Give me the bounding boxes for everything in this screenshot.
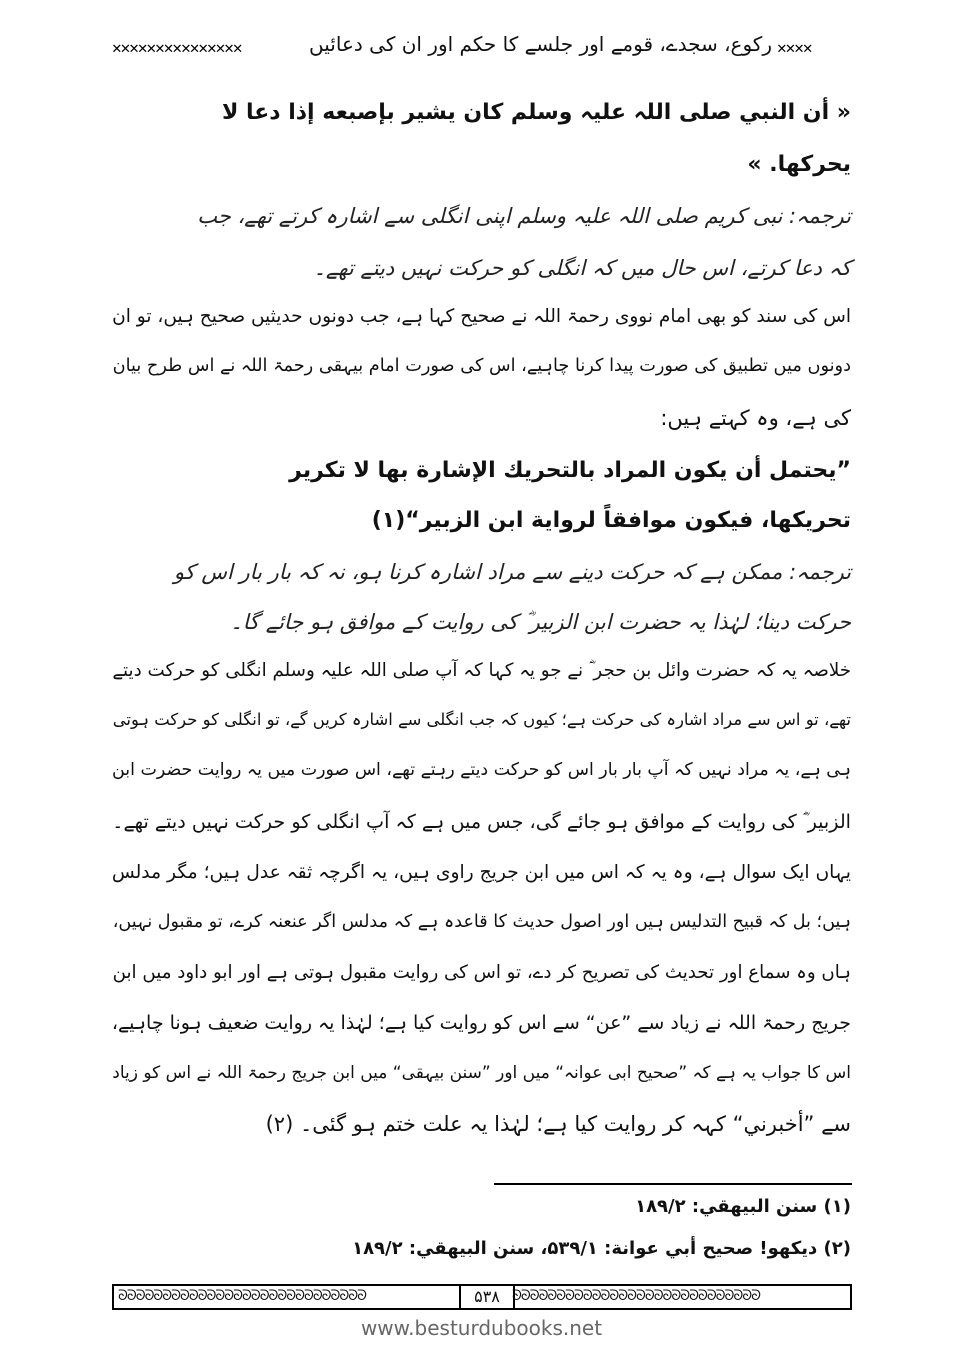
page-footer (112, 1284, 852, 1310)
body-line: ہی ہے، یہ مراد نہیں کہ آپ بار بار اس کو حرکت دیتے رہتے تھے، اس صورت میں یہ روایت حضرت ابن (112, 760, 851, 780)
arabic-hadith-line: « أن النبي صلی اللہ علیہ وسلم كان يشير بإصبعه إذا دعا لا (221, 100, 851, 125)
body-line: ہیں؛ بل کہ قبیح التدلیس ہیں اور اصول حدیث کا قاعدہ ہے کہ مدلس اگر عنعنہ کرے، تو مقبول نہیں، (112, 912, 851, 932)
footer-ornament-left: ᘐᘐᘐᘐᘐᘐᘐᘐᘐᘐᘐᘐᘐᘐᘐᘐᘐᘐᘐᘐᘐᘐᘐᘐᘐᘐᘐᘐ (118, 1288, 366, 1304)
translation-line: حرکت دینا؛ لہٰذا یہ حضرت ابن الزبیر ؓ کی روایت کے موافق ہو جائے گا۔ (230, 610, 851, 634)
footer-ornament-right: ᘐᘐᘐᘐᘐᘐᘐᘐᘐᘐᘐᘐᘐᘐᘐᘐᘐᘐᘐᘐᘐᘐᘐᘐᘐᘐᘐᘐ (512, 1288, 760, 1304)
body-line: الزبیر ؓ کی روایت کے موافق ہو جائے گی، جس میں ہے کہ آپ انگلی کو حرکت نہیں دیتے تھے۔ (112, 810, 851, 833)
body-line: سے ”أخبرني“ کہہ کر روایت کیا ہے؛ لہٰذا یہ علت ختم ہو گئی۔ (۲) (265, 1112, 851, 1136)
body-line: تھے، تو اس سے مراد اشارہ کی حرکت ہے؛ کیوں کہ جب انگلی سے اشارہ کریں گے، تو انگلی کو حرکت ہوتی (112, 710, 851, 729)
body-line: ہاں وہ سماع اور تحدیث کی تصریح کر دے، تو اس کی روایت مقبول ہوتی ہے اور ابو داود میں ابن (112, 962, 851, 983)
translation-line: ترجمہ: نبی کریم صلی اللہ علیہ وسلم اپنی انگلی سے اشارہ کرتے تھے، جب (197, 204, 851, 228)
body-line: اس کا جواب یہ ہے کہ ”صحیح ابی عوانہ“ میں اور ”سنن بیہقی“ میں ابن جریج رحمۃ اللہ نے اس کو زیاد (112, 1063, 851, 1083)
footnote-2: (۲) دیکھو! صحيح أبي عوانة: ۵۳۹/۱، سنن البيهقي: ۱۸۹/۲ (352, 1238, 851, 1259)
page-number: ۵۳۸ (459, 1286, 515, 1308)
body-line: کی ہے، وہ کہتے ہیں: (660, 406, 851, 430)
running-header (112, 30, 852, 64)
arabic-hadith-line: يحركها. » (747, 152, 851, 177)
arabic-quote-line: تحريكها، فيكون موافقاً لرواية ابن الزبير“(۱) (371, 508, 851, 533)
body-line: جریج رحمۃ اللہ نے زیاد سے ”عن“ سے اس کو روایت کیا ہے؛ لہٰذا یہ روایت ضعیف ہونا چاہیے، (111, 1012, 851, 1034)
translation-line: کہ دعا کرتے، اس حال میں کہ انگلی کو حرکت نہیں دیتے تھے۔ (313, 256, 851, 280)
header-ornament-right: ✕✕✕✕ (777, 38, 812, 57)
website-watermark: www.besturdubooks.net (360, 1316, 603, 1340)
arabic-quote-line: ”يحتمل أن يكون المراد بالتحريك الإشارة بها لا تكرير (289, 458, 851, 483)
footnote-divider (494, 1183, 852, 1185)
footnote-1: (۱) سنن البيهقي: ۱۸۹/۲ (635, 1196, 851, 1217)
translation-line: ترجمہ: ممکن ہے کہ حرکت دینے سے مراد اشارہ کرنا ہو، نہ کہ بار بار اس کو (173, 560, 851, 584)
header-title: رکوع، سجدے، قومے اور جلسے کا حکم اور ان کی دعائیں (309, 32, 772, 56)
header-ornament-left: ✕✕✕✕✕✕✕✕✕✕✕✕✕✕✕ (112, 38, 242, 57)
body-line: دونوں میں تطبیق کی صورت پیدا کرنا چاہیے، اس کی صورت امام بیہقی رحمۃ اللہ نے اس طرح بیان (112, 356, 851, 376)
body-line: خلاصہ یہ کہ حضرت وائل بن حجر ؓ نے جو یہ کہا کہ آپ صلی اللہ علیہ وسلم انگلی کو حرکت دیتے (112, 660, 851, 681)
body-line: یہاں ایک سوال ہے، وہ یہ کہ اس میں ابن جریج راوی ہیں، یہ اگرچہ ثقہ عدل ہیں؛ مگر مدلس (111, 862, 851, 883)
body-line: اس کی سند کو بھی امام نووی رحمۃ اللہ نے صحیح کہا ہے، جب دونوں حدیثیں صحیح ہیں، تو ان (112, 306, 851, 327)
